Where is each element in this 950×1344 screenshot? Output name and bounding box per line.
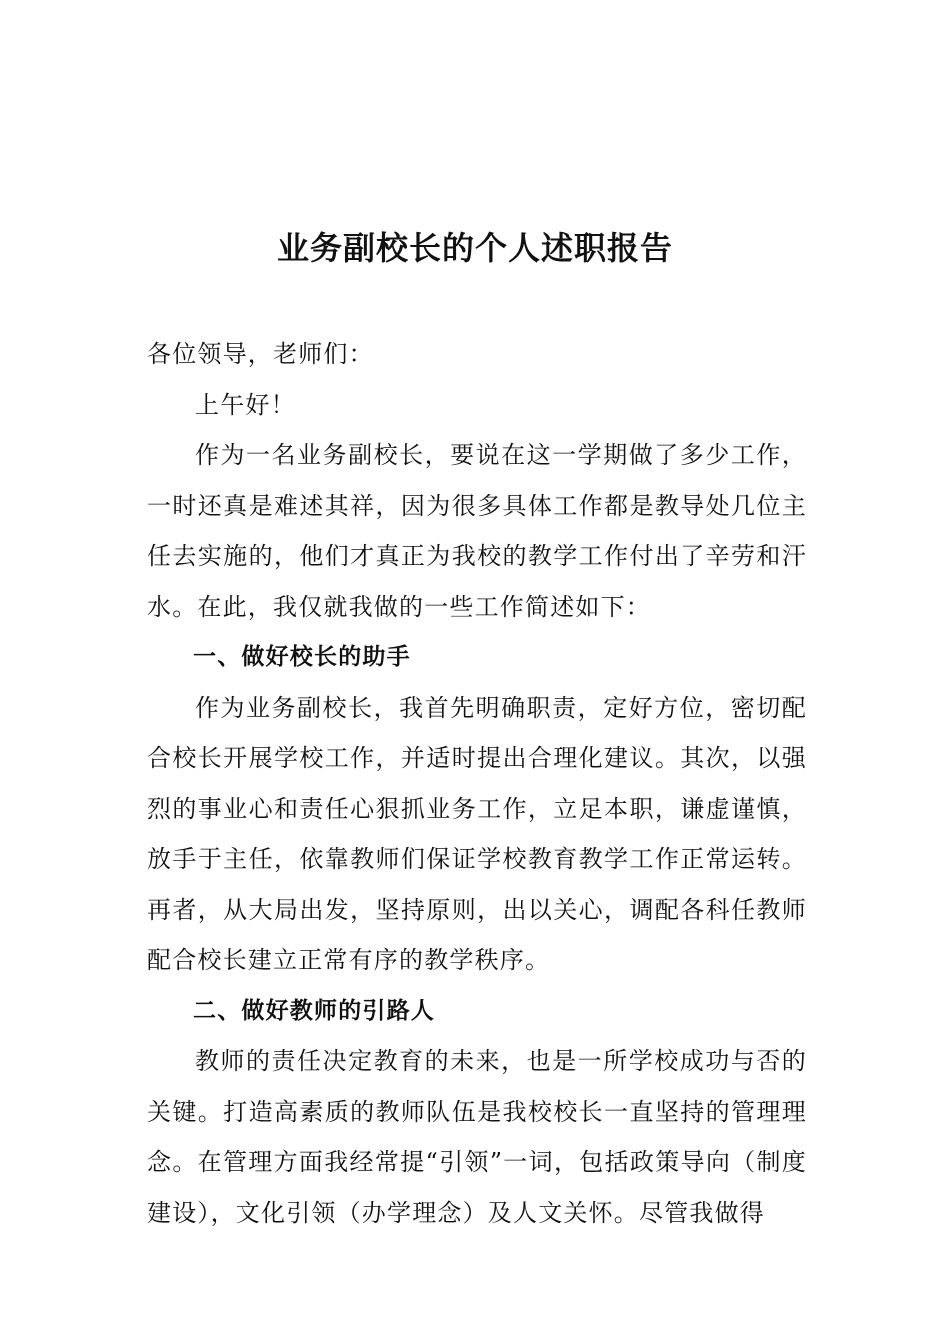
section-paragraph: 作为业务副校长，我首先明确职责，定好方位，密切配合校长开展学校工作，并适时提出合理化建议。其次，以强烈的事业心和责任心狠抓业务工作，立足本职，谦虚谨慎，放手于主任，依靠教师们保证学校教育教学工作正常运转。再者，从大局出发，坚持原则，出以关心，调配各科任教师配合校长建立正常有序的教学秩序。 [147, 693, 807, 974]
greeting: 上午好！ [195, 390, 296, 419]
document-title: 业务副校长的个人述职报告 [276, 229, 673, 267]
intro-paragraph: 作为一名业务副校长，要说在这一学期做了多少工作，一时还真是难述其祥，因为很多具体工作都是教导处几位主任去实施的，他们才真正为我校的教学工作付出了辛劳和汗水。在此，我仅就我做的一些工作简述如下： [147, 441, 807, 621]
section-paragraph: 教师的责任决定教育的未来，也是一所学校成功与否的关键。打造高素质的教师队伍是我校校长一直坚持的管理理念。在管理方面我经常提“引领”一词，包括政策导向（制度建设），文化引领（办学理念）及人文关怀。尽管我做得 [147, 1047, 807, 1227]
section-heading: 一、做好校长的助手 [193, 644, 411, 670]
salutation: 各位领导，老师们： [147, 340, 374, 368]
document-body [147, 329, 807, 1238]
section-heading: 二、做好教师的引路人 [193, 997, 435, 1024]
